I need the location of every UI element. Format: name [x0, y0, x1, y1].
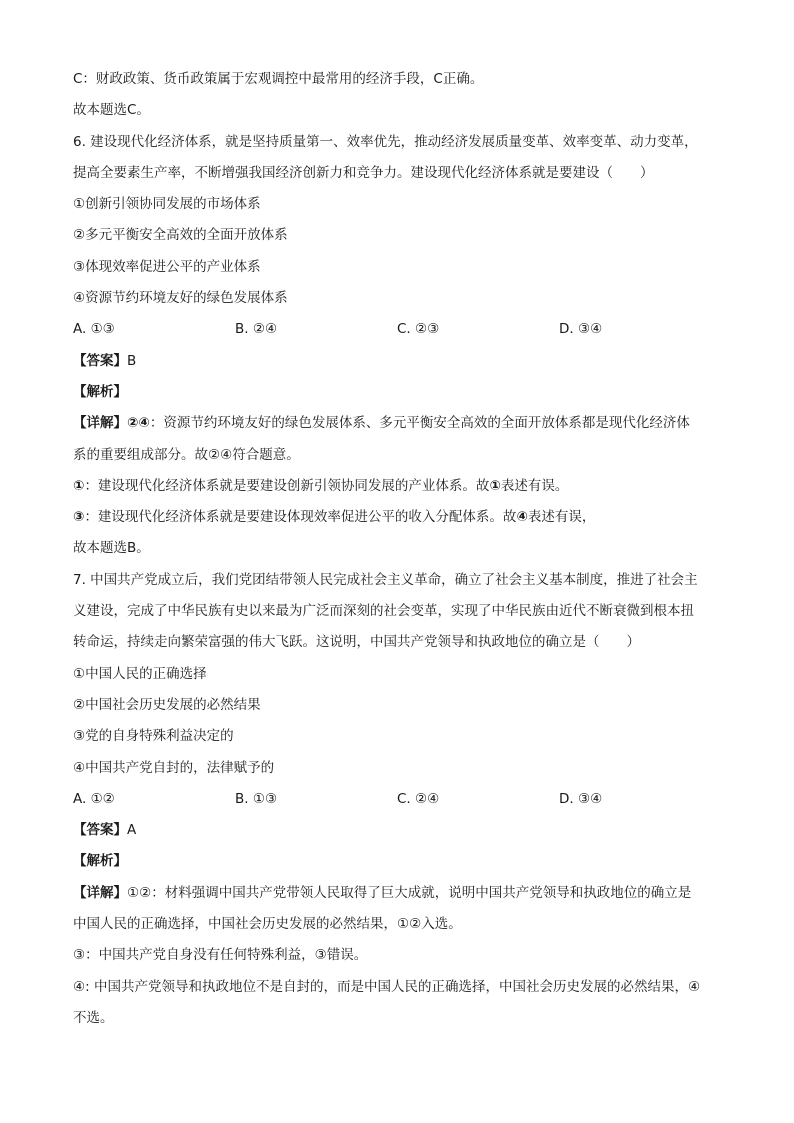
q6-detail-line-1 [73, 408, 733, 439]
q7-item-1: ①中国人民的正确选择 [73, 665, 207, 682]
q6-note-1-text: ：建设现代化经济体系就是要建设创新引领协同发展的产业体系。故 [84, 477, 490, 494]
q6-option-b: B. ②④ [235, 321, 278, 338]
q6-item-3: ③体现效率促进公平的产业体系 [73, 258, 261, 275]
q6-note-2-text: ：建设现代化经济体系就是要建设体现效率促进公平的收入分配体系。故 [84, 509, 517, 526]
q6-item-2: ②多元平衡安全高效的全面开放体系 [73, 227, 288, 244]
q6-conclusion: 故本题选B。 [73, 540, 150, 557]
q7-option-a: A. ①② [73, 790, 115, 807]
q7-item-3: ③党的自身特殊利益决定的 [73, 728, 234, 745]
document-content [73, 64, 733, 1034]
q6-answer [73, 346, 733, 377]
q7-stem-line-1: 7. 中国共产党成立后，我们党团结带领人民完成社会主义革命，确立了社会主义基本制度，推进了社会主 [73, 571, 698, 588]
q6-option-a: A. ①③ [73, 321, 115, 338]
q7-stem-line-2: 义建设，完成了中华民族有史以来最为广泛而深刻的社会变革，实现了中华民族由近代不断衰微到根本扭 [73, 603, 694, 620]
q7-answer [73, 815, 733, 846]
q6-note-2-mark: ③ [73, 509, 85, 526]
q6-answer-label: 【答案】 [73, 352, 127, 369]
q7-answer-value: A [127, 822, 137, 839]
q7-option-b: B. ①③ [235, 790, 278, 807]
q6-option-c: C. ②③ [397, 321, 440, 338]
q6-detail-marks: ②④ [127, 415, 150, 432]
q7-note-4-line-2: 不选。 [73, 1009, 114, 1026]
q6-detail-text-1: ：资源节约环境友好的绿色发展体系、多元平衡安全高效的全面开放体系都是现代化经济体 [149, 415, 690, 432]
q6-note-1 [73, 471, 733, 502]
q7-note-3: ③：中国共产党自身没有任何特殊利益，③错误。 [73, 947, 368, 964]
q6-item-1: ①创新引领协同发展的市场体系 [73, 196, 261, 213]
q6-stem-line-1: 6. 建设现代化经济体系，就是坚持质量第一、效率优先，推动经济发展质量变革、效率变革、动力变革， [73, 133, 698, 150]
q7-detail-line-2: 中国人民的正确选择，中国社会历史发展的必然结果，①②入选。 [73, 916, 462, 933]
q6-detail-line-2: 系的重要组成部分。故②④符合题意。 [73, 446, 300, 463]
q6-note-2-mark-2: ④ [516, 509, 528, 526]
q6-note-1-mark: ① [73, 477, 85, 494]
q6-answer-value: B [127, 352, 137, 369]
q7-options [73, 784, 733, 815]
q6-analysis-label: 【解析】 [73, 383, 127, 400]
q7-note-4-line-1: ④: 中国共产党领导和执政地位不是自封的，而是中国人民的正确选择，中国社会历史发展的必然结果，④ [73, 978, 701, 995]
q7-answer-label: 【答案】 [73, 822, 127, 839]
q7-option-d: D. ③④ [559, 790, 603, 807]
q6-item-4: ④资源节约环境友好的绿色发展体系 [73, 290, 288, 307]
q6-options [73, 314, 733, 345]
q6-option-d: D. ③④ [559, 321, 603, 338]
q7-item-2: ②中国社会历史发展的必然结果 [73, 696, 261, 713]
q7-item-4: ④中国共产党自封的，法律赋予的 [73, 759, 275, 776]
prev-conclusion: 故本题选C。 [73, 102, 150, 119]
q7-detail-text-1: ①②：材料强调中国共产党带领人民取得了巨大成就，说明中国共产党领导和执政地位的确立是 [127, 884, 692, 901]
q6-stem-line-2: 提高全要素生产率，不断增强我国经济创新力和竞争力。建设现代化经济体系就是要建设（ ） [73, 164, 654, 181]
q6-detail-label: 【详解】 [73, 415, 127, 432]
q6-note-2 [73, 502, 733, 533]
q7-option-c: C. ②④ [397, 790, 440, 807]
q6-note-1-mark-2: ① [489, 477, 501, 494]
q7-analysis-label: 【解析】 [73, 853, 127, 870]
q6-note-1-tail: 表述有误。 [500, 477, 569, 494]
q7-detail-line-1 [73, 878, 733, 909]
q7-stem-line-3: 转命运，持续走向繁荣富强的伟大飞跃。这说明，中国共产党领导和执政地位的确立是（ ） [73, 634, 640, 651]
q7-detail-label: 【详解】 [73, 884, 127, 901]
q6-note-2-tail: 表述有误， [527, 509, 596, 526]
prev-option-c-explanation: C：财政政策、货币政策属于宏观调控中最常用的经济手段，C正确。 [73, 71, 484, 87]
